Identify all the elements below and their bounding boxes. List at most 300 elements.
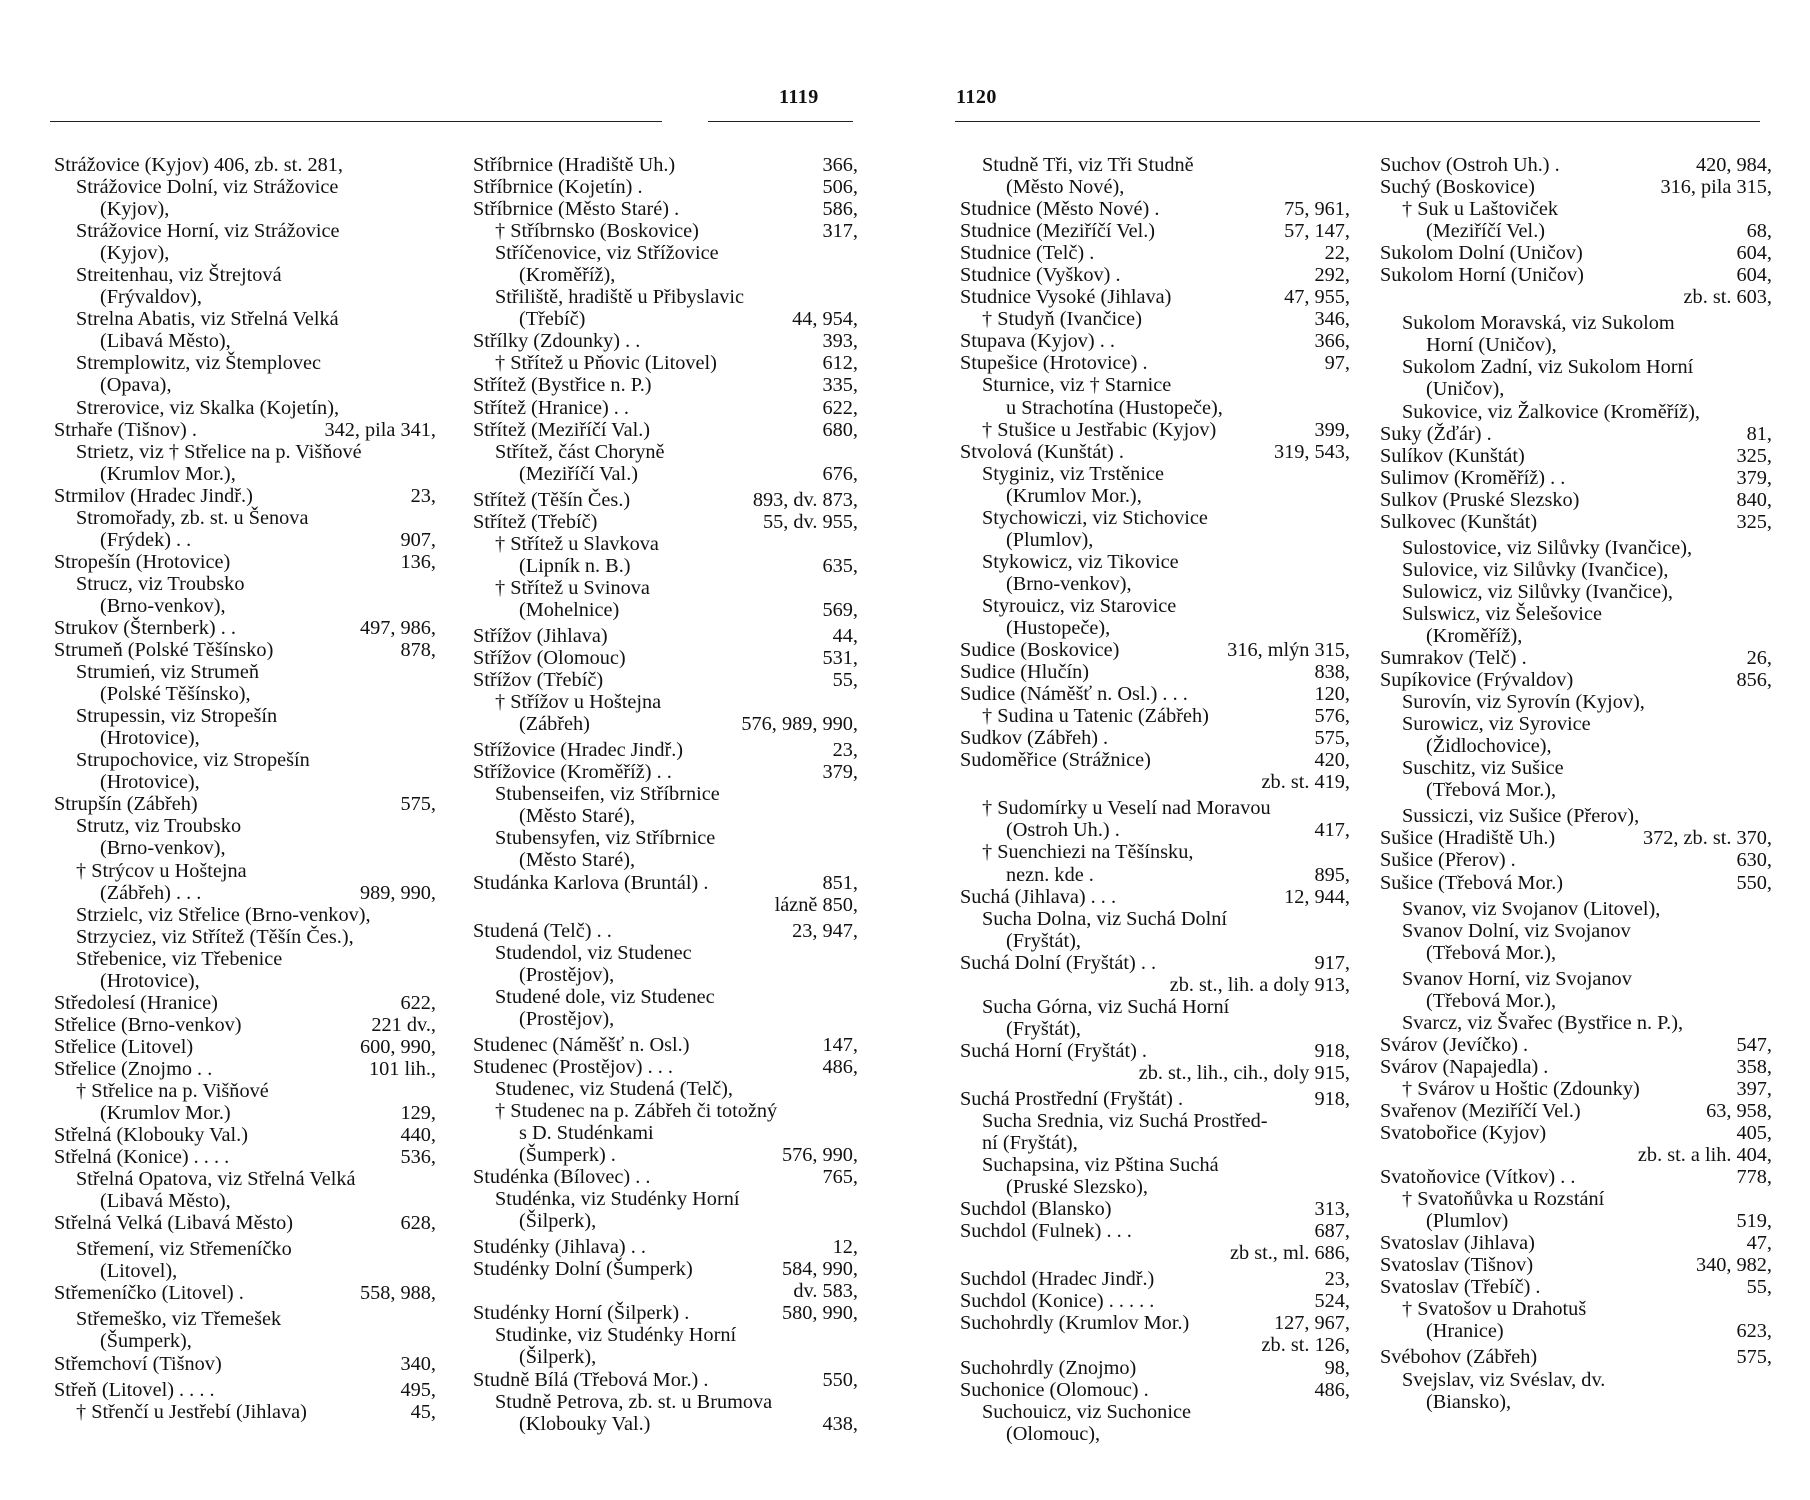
index-entry <box>54 1330 436 1352</box>
index-entry <box>960 1357 1350 1379</box>
entry-text: Styginiz, viz Trstěnice <box>982 462 1164 485</box>
index-entry <box>473 1391 858 1413</box>
index-entry <box>960 1220 1350 1242</box>
index-entry <box>960 176 1350 198</box>
entry-text: Suchá Prostřední (Fryštát) . <box>960 1087 1184 1110</box>
entry-text: Strupochovice, viz Stropešín <box>76 749 310 772</box>
entry-text: Suchouicz, viz Suchonice <box>982 1400 1191 1423</box>
entry-pages: 878, <box>400 639 436 662</box>
index-entry <box>960 286 1350 308</box>
index-entry <box>54 1238 436 1260</box>
index-entry <box>54 1014 436 1036</box>
entry-text: † Suk u Laštoviček <box>1402 198 1559 221</box>
entry-pages: 97, <box>1324 352 1350 375</box>
entry-text: (Zábřeh) <box>519 713 590 736</box>
index-entry <box>54 485 436 507</box>
entry-text: (Brno-venkov), <box>100 594 226 617</box>
entry-pages: 120, <box>1314 683 1350 706</box>
entry-text: Studené dole, viz Studenec <box>495 985 715 1008</box>
entry-pages: 55, dv. 955, <box>762 510 858 533</box>
index-entry <box>54 705 436 727</box>
entry-text: (Kyjov), <box>100 198 170 221</box>
index-entry <box>960 886 1350 908</box>
entry-pages: 397, <box>1736 1077 1772 1100</box>
entry-text: Stubenseifen, viz Stříbrnice <box>495 783 720 806</box>
entry-pages: 316, mlýn 315, <box>1227 639 1350 662</box>
entry-text: Strukov (Šternberk) . . <box>54 616 236 639</box>
entry-text: † Svatošov u Drahotuš <box>1402 1298 1587 1321</box>
entry-pages: 586, <box>822 198 858 221</box>
entry-pages: 438, <box>822 1412 858 1435</box>
index-entry <box>54 242 436 264</box>
index-entry <box>960 841 1350 863</box>
index-entry <box>54 948 436 970</box>
index-entry <box>54 860 436 882</box>
entry-pages: 495, <box>400 1378 436 1401</box>
entry-text: Strmilov (Hradec Jindř.) <box>54 484 253 507</box>
index-entry <box>1380 920 1772 942</box>
entry-text: (Plumlov), <box>1006 528 1094 551</box>
index-entry <box>54 154 436 176</box>
entry-pages: 895, <box>1314 863 1350 886</box>
entry-pages: 81, <box>1746 422 1772 445</box>
entry-text: Sulovice, viz Silůvky (Ivančice), <box>1402 558 1669 581</box>
entry-text: Střížovice (Kroměříž) . . <box>473 761 672 784</box>
entry-text: ní (Fryštát), <box>982 1132 1078 1155</box>
index-entry <box>1380 1210 1772 1232</box>
index-entry <box>960 705 1350 727</box>
entry-text: Suchov (Ostroh Uh.) . <box>1380 154 1560 176</box>
entry-text: Sulkov (Pruské Slezsko) <box>1380 488 1580 511</box>
entry-text: Studnice (Vyškov) . <box>960 264 1121 287</box>
entry-text: Středolesí (Hranice) <box>54 991 218 1014</box>
entry-text: Strucz, viz Troubsko <box>76 572 245 595</box>
index-entry <box>473 374 858 396</box>
index-entry <box>1380 220 1772 242</box>
entry-text: † Stříbrnsko (Boskovice) <box>495 220 699 243</box>
entry-pages: 399, <box>1314 418 1350 441</box>
entry-pages: 506, <box>822 176 858 199</box>
entry-pages: 576, 989, 990, <box>741 713 858 736</box>
entry-text: (Hrotovice), <box>100 727 200 750</box>
entry-pages: 221 dv., <box>371 1013 436 1036</box>
index-entry <box>54 639 436 661</box>
entry-text: Svatoslav (Jihlava) <box>1380 1232 1535 1255</box>
entry-text: Studnice (Město Nové) . <box>960 198 1160 221</box>
index-entry <box>960 154 1350 176</box>
index-entry <box>1380 511 1772 533</box>
entry-text: Střítež (Těšín Čes.) <box>473 488 631 511</box>
index-entry <box>54 551 436 573</box>
entry-pages: 358, <box>1736 1055 1772 1078</box>
index-entry <box>54 1260 436 1282</box>
entry-text: Střítež (Meziříčí Val.) <box>473 418 651 441</box>
entry-text: Strupessin, viz Stropešín <box>76 705 278 728</box>
entry-pages: 604, <box>1736 264 1772 287</box>
entry-text: Studně Tři, viz Tři Studně <box>982 154 1194 176</box>
entry-text: Surowicz, viz Syrovice <box>1402 713 1591 736</box>
index-entry <box>54 463 436 485</box>
entry-text: Studánka Karlova (Bruntál) . <box>473 871 709 894</box>
index-entry <box>960 727 1350 749</box>
index-entry <box>1380 401 1772 423</box>
index-entry <box>1380 445 1772 467</box>
entry-text: Střemení, viz Střemeníčko <box>76 1238 292 1261</box>
entry-text: Sukovice, viz Žalkovice (Kroměříž), <box>1402 400 1700 423</box>
entry-pages: 22, <box>1324 242 1350 265</box>
index-entry <box>473 577 858 599</box>
index-entry <box>960 1088 1350 1110</box>
index-entry <box>473 1008 858 1030</box>
entry-text: Střebenice, viz Třebenice <box>76 947 283 970</box>
index-entry <box>960 1154 1350 1176</box>
index-entry <box>473 463 858 485</box>
index-entry <box>1380 990 1772 1012</box>
entry-pages: 576, <box>1314 705 1350 728</box>
index-entry <box>960 352 1350 374</box>
entry-text: (Brno-venkov), <box>1006 572 1132 595</box>
entry-text: Svatoslav (Tišnov) <box>1380 1254 1534 1277</box>
index-entry <box>1380 849 1772 871</box>
entry-text: (Šilperk), <box>519 1210 597 1233</box>
index-entry <box>960 617 1350 639</box>
entry-text: Svébohov (Zábřeh) <box>1380 1346 1538 1369</box>
entry-text: Stropešín (Hrotovice) <box>54 550 231 573</box>
index-entry <box>1380 264 1772 286</box>
entry-text: (Plumlov) <box>1426 1210 1509 1233</box>
entry-text: Strutz, viz Troubsko <box>76 815 242 838</box>
index-entry <box>473 1280 858 1302</box>
entry-text: Sukolom Zadní, viz Sukolom Horní <box>1402 356 1694 379</box>
index-entry <box>473 264 858 286</box>
index-entry <box>473 330 858 352</box>
index-entry <box>473 986 858 1008</box>
entry-pages: 628, <box>400 1212 436 1235</box>
index-entry <box>1380 872 1772 894</box>
index-entry <box>473 827 858 849</box>
entry-pages: 292, <box>1314 264 1350 287</box>
index-entry <box>54 1146 436 1168</box>
header-rule <box>50 121 662 122</box>
entry-text: (Krumlov Mor.) <box>100 1102 231 1125</box>
entry-text: (Uničov), <box>1426 378 1505 401</box>
index-entry <box>54 176 436 198</box>
index-entry <box>960 1379 1350 1401</box>
index-entry <box>1380 286 1772 308</box>
entry-text: Strerovice, viz Skalka (Kojetín), <box>76 396 340 419</box>
index-entry <box>960 952 1350 974</box>
index-entry <box>473 647 858 669</box>
index-entry <box>1380 1078 1772 1100</box>
index-entry <box>1380 1056 1772 1078</box>
entry-text: Sudice (Náměšť n. Osl.) . . . <box>960 683 1188 706</box>
index-entry <box>54 661 436 683</box>
entry-pages: 147, <box>822 1033 858 1056</box>
index-entry <box>473 849 858 871</box>
entry-text: (Frývaldov), <box>100 286 202 309</box>
index-entry <box>960 419 1350 441</box>
index-entry <box>54 1036 436 1058</box>
entry-text: Strzyciez, viz Střítež (Těšín Čes.), <box>76 925 354 948</box>
entry-pages: 622, <box>400 991 436 1014</box>
entry-pages: 531, <box>822 647 858 670</box>
entry-pages: 340, 982, <box>1695 1254 1772 1277</box>
entry-text: Stychowiczi, viz Stichovice <box>982 506 1208 529</box>
index-entry <box>1380 1100 1772 1122</box>
entry-pages: 57, 147, <box>1284 220 1350 243</box>
index-entry <box>960 264 1350 286</box>
entry-text: Suchá Horní (Fryštát) . <box>960 1039 1148 1062</box>
entry-text: Střítež (Bystřice n. P.) <box>473 374 652 397</box>
entry-text: Suschitz, viz Sušice <box>1402 757 1564 780</box>
entry-pages: 604, <box>1736 242 1772 265</box>
index-entry <box>960 220 1350 242</box>
entry-text: Sušice (Hradiště Uh.) <box>1380 827 1556 850</box>
index-entry <box>1380 625 1772 647</box>
index-entry <box>1380 423 1772 445</box>
index-entry <box>473 1100 858 1122</box>
index-entry <box>54 1190 436 1212</box>
index-entry <box>54 308 436 330</box>
index-entry <box>473 397 858 419</box>
entry-pages: 23, <box>1324 1268 1350 1291</box>
entry-text: nezn. kde . <box>1006 863 1094 886</box>
entry-text: Sukolom Horní (Uničov) <box>1380 264 1584 287</box>
entry-text: † Střenčí u Jestřebí (Jihlava) <box>76 1400 307 1423</box>
entry-text: Suchá Dolní (Fryštát) . . <box>960 951 1157 974</box>
entry-text: (Prostějov), <box>519 963 615 986</box>
index-entry <box>54 374 436 396</box>
index-entry <box>960 507 1350 529</box>
entry-pages: 379, <box>1736 466 1772 489</box>
entry-text: Surovín, viz Syrovín (Kyjov), <box>1402 691 1645 714</box>
index-entry <box>960 1040 1350 1062</box>
entry-text: Svárov (Napajedla) . <box>1380 1055 1549 1078</box>
index-entry <box>1380 1346 1772 1368</box>
index-entry <box>1380 647 1772 669</box>
entry-text: Střemeško, viz Třemešek <box>76 1308 282 1331</box>
entry-text: Stvolová (Kunštát) . <box>960 440 1124 463</box>
entry-pages: dv. 583, <box>793 1280 858 1303</box>
index-entry <box>473 220 858 242</box>
entry-text: Sudoměřice (Strážnice) <box>960 749 1151 772</box>
index-entry <box>1380 942 1772 964</box>
index-entry <box>54 926 436 948</box>
entry-pages: 584, 990, <box>781 1258 858 1281</box>
entry-text: Strelna Abatis, viz Střelná Velká <box>76 308 339 331</box>
index-entry <box>1380 1144 1772 1166</box>
index-entry <box>960 930 1350 952</box>
entry-text: † Střítež u Svinova <box>495 576 650 599</box>
entry-text: Svatoňovice (Vítkov) . . <box>1380 1166 1576 1189</box>
entry-text: † Stušice u Jestřabic (Kyjov) <box>982 418 1217 441</box>
index-entry <box>960 551 1350 573</box>
index-entry <box>54 419 436 441</box>
index-entry <box>54 1168 436 1190</box>
entry-text: Střelná (Klobouky Val.) <box>54 1124 248 1147</box>
entry-text: Střížov (Olomouc) <box>473 647 626 670</box>
index-entry <box>473 1236 858 1258</box>
index-entry <box>54 264 436 286</box>
index-entry <box>1380 356 1772 378</box>
entry-text: (Město Staré), <box>519 805 636 828</box>
entry-text: Střelice (Brno-venkov) <box>54 1013 242 1036</box>
entry-text: (Libavá Město), <box>100 1190 231 1213</box>
index-entry <box>54 507 436 529</box>
entry-text: Horní (Uničov), <box>1426 334 1557 357</box>
index-entry <box>473 669 858 691</box>
index-entry <box>1380 735 1772 757</box>
entry-text: (Polské Těšínsko), <box>100 683 251 706</box>
index-entry <box>1380 757 1772 779</box>
entry-text: Studénky (Jihlava) . . <box>473 1236 646 1259</box>
entry-pages: 75, 961, <box>1284 198 1350 221</box>
entry-pages: 851, <box>822 871 858 894</box>
index-entry <box>960 1176 1350 1198</box>
entry-pages: 45, <box>410 1400 436 1423</box>
index-entry <box>473 805 858 827</box>
index-entry <box>960 1312 1350 1334</box>
entry-text: Suchohrdly (Znojmo) <box>960 1356 1137 1379</box>
entry-text: (Hranice) <box>1426 1320 1504 1343</box>
index-entry <box>1380 603 1772 625</box>
entry-pages: 440, <box>400 1124 436 1147</box>
entry-pages: 580, 990, <box>781 1302 858 1325</box>
index-entry <box>960 661 1350 683</box>
index-entry <box>54 1353 436 1375</box>
entry-text: (Litovel), <box>100 1260 178 1283</box>
entry-text: Studinke, viz Studénky Horní <box>495 1324 737 1347</box>
entry-text: (Fryštát), <box>1006 929 1081 952</box>
index-entry <box>1380 312 1772 334</box>
entry-pages: 47, <box>1746 1232 1772 1255</box>
entry-text: Strážovice (Kyjov) 406, zb. st. 281, <box>54 154 343 176</box>
entry-text: (Hrotovice), <box>100 771 200 794</box>
index-entry <box>960 1290 1350 1312</box>
index-entry <box>473 555 858 577</box>
entry-text: Střiliště, hradiště u Přibyslavic <box>495 286 744 309</box>
entry-text: Sukolom Moravská, viz Sukolom <box>1402 312 1675 335</box>
entry-text: † Svatoňůvka u Rozstání <box>1402 1188 1605 1211</box>
entry-pages: 319, 543, <box>1273 440 1350 463</box>
entry-text: (Město Nové), <box>1006 176 1125 199</box>
index-entry <box>1380 467 1772 489</box>
entry-text: Suchohrdly (Krumlov Mor.) <box>960 1312 1190 1335</box>
entry-text: Studená (Telč) . . <box>473 919 612 942</box>
entry-pages: zb. st. 419, <box>1261 771 1350 794</box>
entry-text: Střítež, část Choryně <box>495 440 665 463</box>
entry-text: (Meziříčí Vel.) <box>1426 220 1546 243</box>
entry-pages: 989, 990, <box>359 881 436 904</box>
entry-pages: 838, <box>1314 661 1350 684</box>
index-entry <box>54 198 436 220</box>
index-entry <box>1380 1034 1772 1056</box>
index-entry <box>1380 1012 1772 1034</box>
entry-text: (Třebíč) <box>519 308 586 331</box>
entry-pages: 55, <box>832 669 858 692</box>
index-entry <box>960 1423 1350 1445</box>
entry-text: (Olomouc), <box>1006 1422 1101 1445</box>
entry-text: (Biansko), <box>1426 1390 1512 1413</box>
entry-text: Střelná Opatova, viz Střelná Velká <box>76 1168 356 1191</box>
entry-pages: 23, <box>410 484 436 507</box>
index-entry <box>960 819 1350 841</box>
index-entry <box>960 974 1350 996</box>
index-entry <box>960 308 1350 330</box>
header-rule <box>955 121 1760 122</box>
entry-text: Svanov, viz Svojanov (Litovel), <box>1402 897 1661 920</box>
entry-text: Sudice (Hlučín) <box>960 661 1089 684</box>
index-entry <box>54 992 436 1014</box>
index-entry <box>1380 1166 1772 1188</box>
entry-pages: 101 lih., <box>368 1057 436 1080</box>
entry-text: Svejslav, viz Svéslav, dv. <box>1402 1368 1606 1391</box>
index-entry <box>473 441 858 463</box>
entry-pages: 635, <box>822 554 858 577</box>
entry-pages: 687, <box>1314 1220 1350 1243</box>
entry-text: † Střížov u Hoštejna <box>495 691 662 714</box>
entry-text: † Sudina u Tatenic (Zábřeh) <box>982 705 1209 728</box>
index-entry <box>960 374 1350 396</box>
entry-text: (Prostějov), <box>519 1007 615 1030</box>
entry-text: Suky (Žďár) . <box>1380 422 1492 445</box>
entry-text: (Třebová Mor.), <box>1426 989 1557 1012</box>
index-entry <box>1380 154 1772 176</box>
entry-pages: 379, <box>822 761 858 784</box>
index-entry <box>1380 242 1772 264</box>
entry-text: Střílky (Zdounky) . . <box>473 330 641 353</box>
entry-pages: 63, 958, <box>1706 1099 1772 1122</box>
entry-text: Suchonice (Olomouc) . <box>960 1378 1149 1401</box>
index-entry <box>54 1212 436 1234</box>
index-entry <box>1380 1276 1772 1298</box>
entry-text: (Klobouky Val.) <box>519 1412 651 1435</box>
entry-pages: zb. st., lih., cih., doly 915, <box>1138 1061 1350 1084</box>
entry-pages: 575, <box>1314 727 1350 750</box>
entry-pages: 612, <box>822 352 858 375</box>
index-entry <box>473 419 858 441</box>
index-entry <box>54 837 436 859</box>
index-entry <box>473 511 858 533</box>
entry-pages: 127, 967, <box>1273 1312 1350 1335</box>
entry-pages: 68, <box>1746 220 1772 243</box>
index-column-1 <box>54 154 436 1423</box>
entry-text: Sulowicz, viz Silůvky (Ivančice), <box>1402 580 1673 603</box>
index-entry <box>473 242 858 264</box>
entry-text: Studénka (Bílovec) . . <box>473 1166 651 1189</box>
index-entry <box>473 625 858 647</box>
entry-pages: 524, <box>1314 1290 1350 1313</box>
index-entry <box>473 691 858 713</box>
index-column-4 <box>1380 154 1772 1413</box>
entry-text: Suchá (Jihlava) . . . <box>960 885 1117 908</box>
entry-text: Strážovice Dolní, viz Strážovice <box>76 176 339 199</box>
index-entry <box>960 797 1350 819</box>
entry-text: Strietz, viz † Střelice na p. Višňové <box>76 440 362 463</box>
header-rule <box>708 121 853 122</box>
entry-text: † Střítež u Slavkova <box>495 532 659 555</box>
index-entry <box>960 463 1350 485</box>
index-entry <box>54 749 436 771</box>
entry-pages: 335, <box>822 374 858 397</box>
index-entry <box>473 872 858 894</box>
entry-pages: 536, <box>400 1146 436 1169</box>
index-entry <box>1380 968 1772 990</box>
entry-text: Sulswicz, viz Šelešovice <box>1402 602 1602 625</box>
entry-text: (Hrotovice), <box>100 969 200 992</box>
index-entry <box>54 330 436 352</box>
index-entry <box>1380 779 1772 801</box>
